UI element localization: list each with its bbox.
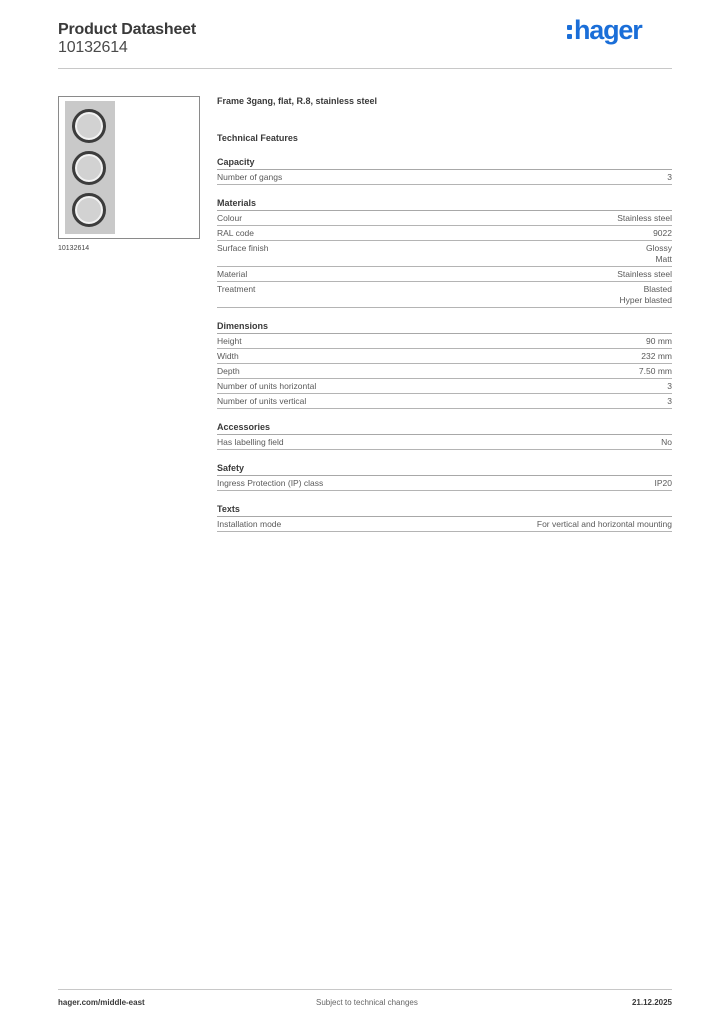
spec-value: For vertical and horizontal mounting bbox=[536, 519, 672, 529]
section-title: Materials bbox=[217, 198, 672, 211]
spec-label: Treatment bbox=[217, 284, 256, 294]
footer-website: hager.com/middle-east bbox=[58, 998, 145, 1007]
spec-row bbox=[217, 349, 672, 364]
spec-label: Has labelling field bbox=[217, 437, 284, 447]
product-image bbox=[58, 96, 200, 239]
spec-values bbox=[537, 519, 672, 530]
spec-label: Installation mode bbox=[217, 519, 282, 529]
footer-date: 21.12.2025 bbox=[631, 998, 672, 1007]
spec-values bbox=[620, 284, 672, 306]
spec-row bbox=[217, 170, 672, 185]
spec-value: Stainless steel bbox=[617, 213, 672, 223]
footer-divider bbox=[58, 989, 672, 990]
section-dimensions bbox=[217, 321, 672, 409]
spec-values bbox=[667, 381, 672, 392]
spec-row bbox=[217, 394, 672, 409]
spec-row bbox=[217, 267, 672, 282]
header-divider bbox=[58, 68, 672, 69]
hager-logo bbox=[567, 14, 642, 46]
spec-values bbox=[667, 396, 672, 407]
spec-label: Material bbox=[217, 269, 248, 279]
section-capacity bbox=[217, 157, 672, 185]
section-title: Safety bbox=[217, 463, 672, 476]
page-title: Product Datasheet bbox=[58, 21, 196, 38]
section-accessories bbox=[217, 422, 672, 450]
spec-value: Stainless steel bbox=[617, 269, 672, 279]
spec-value: 9022 bbox=[653, 228, 672, 238]
gang-opening-1 bbox=[72, 109, 106, 143]
spec-label: RAL code bbox=[217, 228, 255, 238]
section-title: Accessories bbox=[217, 422, 672, 435]
image-caption: 10132614 bbox=[58, 245, 90, 252]
spec-value: Matt bbox=[655, 254, 672, 264]
spec-value: No bbox=[661, 437, 672, 447]
spec-label: Depth bbox=[217, 366, 240, 376]
gang-opening-3 bbox=[72, 193, 106, 227]
section-title: Capacity bbox=[217, 157, 672, 170]
spec-row bbox=[217, 334, 672, 349]
spec-row bbox=[217, 517, 672, 532]
spec-value: 7.50 mm bbox=[638, 366, 672, 376]
section-title: Texts bbox=[217, 504, 672, 517]
spec-values bbox=[646, 336, 672, 347]
spec-values bbox=[653, 228, 672, 239]
spec-values bbox=[617, 269, 672, 280]
spec-row bbox=[217, 379, 672, 394]
footer-disclaimer: Subject to technical changes bbox=[316, 998, 418, 1007]
spec-value: 3 bbox=[667, 172, 672, 182]
three-gang-frame-image bbox=[65, 101, 115, 234]
spec-value: 3 bbox=[667, 396, 672, 406]
spec-row bbox=[217, 435, 672, 450]
section-materials bbox=[217, 198, 672, 308]
product-title: Frame 3gang, flat, R.8, stainless steel bbox=[217, 96, 378, 106]
product-number: 10132614 bbox=[58, 39, 128, 56]
spec-values bbox=[646, 243, 672, 265]
logo-dots-icon bbox=[567, 25, 572, 39]
spec-value: IP20 bbox=[654, 478, 672, 488]
spec-label: Ingress Protection (IP) class bbox=[217, 478, 324, 488]
spec-label: Width bbox=[217, 351, 239, 361]
logo-wordmark: hager bbox=[574, 14, 642, 45]
spec-label: Number of gangs bbox=[217, 172, 283, 182]
gang-opening-2 bbox=[72, 151, 106, 185]
spec-values bbox=[639, 366, 672, 377]
spec-value: 232 mm bbox=[641, 351, 672, 361]
spec-value: 3 bbox=[667, 381, 672, 391]
spec-label: Number of units vertical bbox=[217, 396, 307, 406]
technical-content bbox=[217, 95, 672, 545]
spec-values bbox=[617, 213, 672, 224]
spec-label: Height bbox=[217, 336, 242, 346]
section-safety bbox=[217, 463, 672, 491]
spec-row bbox=[217, 211, 672, 226]
spec-values bbox=[641, 351, 672, 362]
spec-row bbox=[217, 226, 672, 241]
spec-value: Blasted bbox=[643, 284, 672, 294]
spec-value: Glossy bbox=[646, 243, 672, 253]
spec-value: Hyper blasted bbox=[619, 295, 672, 305]
spec-label: Colour bbox=[217, 213, 243, 223]
spec-label: Number of units horizontal bbox=[217, 381, 317, 391]
spec-row bbox=[217, 241, 672, 267]
spec-value: 90 mm bbox=[646, 336, 672, 346]
spec-row bbox=[217, 364, 672, 379]
section-title: Dimensions bbox=[217, 321, 672, 334]
technical-features-heading: Technical Features bbox=[217, 133, 298, 143]
spec-row bbox=[217, 476, 672, 491]
feature-sections bbox=[217, 157, 672, 532]
spec-values bbox=[667, 172, 672, 183]
spec-values bbox=[661, 437, 672, 448]
spec-values bbox=[655, 478, 673, 489]
spec-label: Surface finish bbox=[217, 243, 269, 253]
section-texts bbox=[217, 504, 672, 532]
spec-row bbox=[217, 282, 672, 308]
